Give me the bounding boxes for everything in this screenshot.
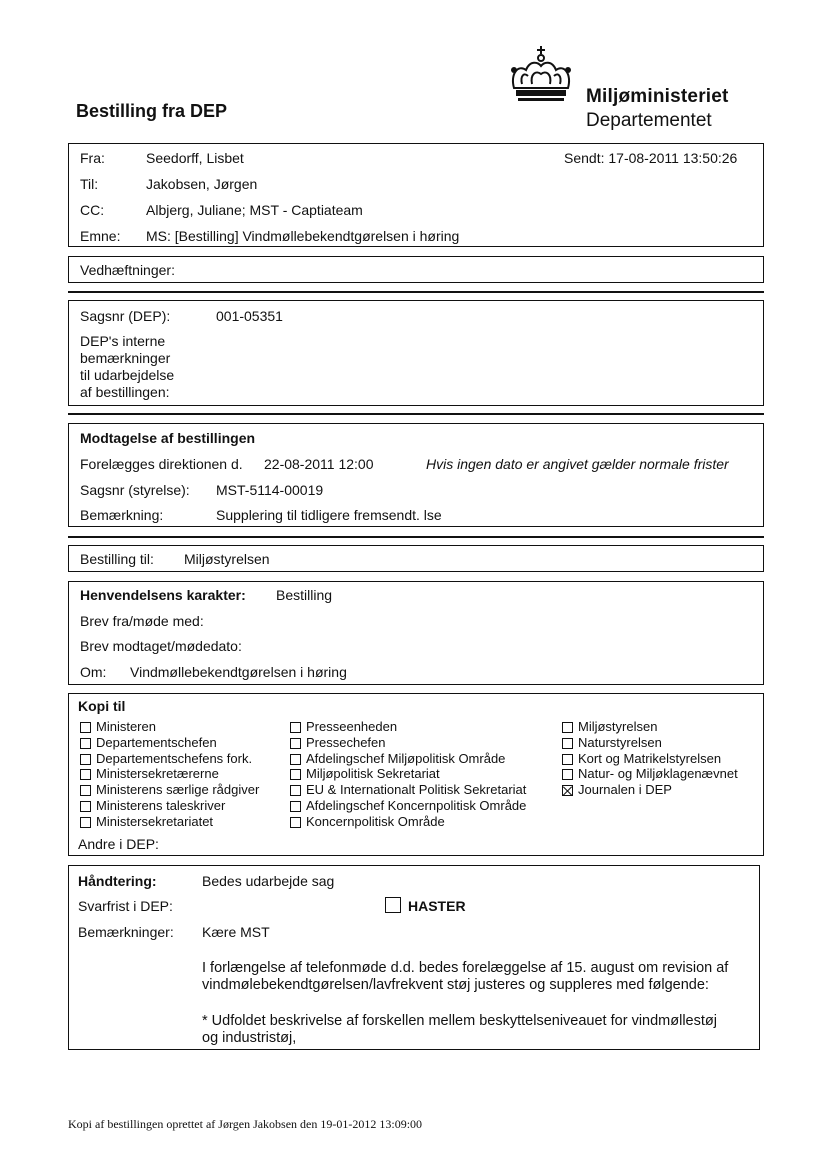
attachments-label: Vedhæftninger: — [80, 262, 175, 278]
copy-option-label: Kort og Matrikelstyrelsen — [578, 750, 722, 766]
remarks-label-line: af bestillingen: — [80, 384, 170, 400]
receipt-remark-value: Supplering til tidligere fremsendt. lse — [216, 507, 442, 523]
copy-option-label: Miljøpolitisk Sekretariat — [306, 766, 440, 782]
from-label: Fra: — [80, 150, 105, 166]
subject-label: Emne: — [80, 228, 121, 244]
checkbox[interactable] — [562, 722, 573, 733]
deadline-label: Svarfrist i DEP: — [78, 898, 173, 914]
copy-option[interactable] — [80, 814, 213, 829]
copy-option-label: Ministerens taleskriver — [96, 798, 226, 813]
about-value: Vindmøllebekendtgørelsen i høring — [130, 664, 347, 680]
agency-case-label: Sagsnr (styrelse): — [80, 482, 190, 498]
paragraph-line: vindmølebekendtgørelsen/lavfrekvent støj justeres og suppleres med følgende: — [202, 977, 709, 993]
letter-received-label: Brev modtaget/mødedato: — [80, 638, 242, 654]
copy-option[interactable] — [290, 782, 526, 797]
copy-option[interactable] — [290, 751, 505, 766]
copy-option-label: Journalen i DEP — [578, 782, 672, 798]
checkbox[interactable] — [290, 754, 301, 765]
paragraph-line: I forlængelse af telefonmøde d.d. bedes forelæggelse af 15. august om revision af — [202, 960, 729, 976]
dep-case-label: Sagsnr (DEP): — [80, 308, 171, 324]
copy-option-label: Departementschefen — [96, 734, 217, 750]
checkbox[interactable] — [562, 754, 573, 765]
copy-option[interactable] — [562, 719, 657, 734]
copy-option[interactable] — [80, 782, 259, 797]
crown-logo-icon — [508, 44, 574, 108]
copy-option[interactable] — [290, 735, 386, 750]
from-value: Seedorff, Lisbet — [146, 150, 244, 166]
present-value: 22-08-2011 12:00 — [264, 456, 374, 472]
copy-option[interactable] — [290, 719, 397, 734]
copy-option-label: Departementschefens fork. — [96, 750, 253, 766]
remarks-label-line: til udarbejdelse — [80, 367, 175, 383]
checkbox[interactable] — [290, 722, 301, 733]
copy-option[interactable] — [80, 766, 219, 781]
cc-label: CC: — [80, 202, 105, 218]
checkbox[interactable] — [80, 769, 91, 780]
copy-option-label: Ministersekretariatet — [96, 813, 214, 829]
copy-option-label: Natur- og Miljøklagenævnet — [578, 766, 738, 782]
agency-case-value: MST-5114-00019 — [216, 482, 324, 498]
copy-option[interactable] — [290, 766, 440, 781]
copy-option[interactable] — [80, 735, 217, 750]
subject-value: MS: [Bestilling] Vindmøllebekendtgørelsen i høring — [146, 228, 460, 244]
copy-option-label: Afdelingschef Miljøpolitisk Område — [306, 750, 506, 766]
character-label: Henvendelsens karakter: — [80, 587, 246, 603]
about-label: Om: — [80, 664, 107, 680]
copy-option[interactable] — [562, 766, 738, 781]
copy-option-label: Naturstyrelsen — [578, 734, 662, 750]
checkbox[interactable] — [290, 785, 301, 796]
department-name: Departementet — [586, 110, 712, 131]
order-to-box — [68, 545, 764, 572]
copy-option[interactable] — [562, 735, 662, 750]
checkbox[interactable] — [290, 738, 301, 749]
sent-timestamp: Sendt: 17-08-2011 13:50:26 — [564, 150, 738, 166]
copy-option[interactable] — [562, 751, 721, 766]
cc-value: Albjerg, Juliane; MST - Captiateam — [146, 202, 363, 218]
character-value: Bestilling — [276, 587, 333, 603]
ministry-name: Miljøministeriet — [586, 86, 729, 107]
order-to-label: Bestilling til: — [80, 551, 154, 567]
dep-case-value: 001-05351 — [216, 308, 283, 324]
handling-value: Bedes udarbejde sag — [202, 873, 335, 889]
copy-option-label: Koncernpolitisk Område — [306, 813, 445, 829]
greeting-text: Kære MST — [202, 924, 270, 940]
remarks-label-line: bemærkninger — [80, 350, 171, 366]
internal-box — [68, 300, 764, 406]
checkbox[interactable] — [290, 817, 301, 828]
checkbox[interactable] — [80, 738, 91, 749]
others-label: Andre i DEP: — [78, 836, 159, 852]
handling-remarks-label: Bemærkninger: — [78, 924, 174, 940]
checkbox[interactable] — [562, 738, 573, 749]
to-label: Til: — [80, 176, 99, 192]
order-to-value: Miljøstyrelsen — [184, 551, 270, 567]
copy-option-label: EU & Internationalt Politisk Sekretariat — [306, 782, 527, 798]
handling-label: Håndtering: — [78, 873, 157, 889]
receipt-heading: Modtagelse af bestillingen — [80, 430, 256, 446]
copy-option[interactable] — [80, 798, 225, 813]
checkbox[interactable] — [80, 817, 91, 828]
page-title: Bestilling fra DEP — [76, 101, 228, 121]
present-label: Forelægges direktionen d. — [80, 456, 243, 472]
copy-option-label: Miljøstyrelsen — [578, 719, 658, 734]
checkbox[interactable] — [80, 801, 91, 812]
bullet-line: * Udfoldet beskrivelse af forskellen mellem beskyttelseniveauet for vindmøllestøj — [202, 1013, 717, 1029]
checkbox[interactable] — [290, 769, 301, 780]
copy-option[interactable] — [290, 798, 526, 813]
copy-option[interactable] — [80, 719, 156, 734]
copy-option-label: Ministeren — [96, 719, 156, 734]
bullet-line: og industristøj, — [202, 1030, 297, 1046]
to-value: Jakobsen, Jørgen — [146, 176, 258, 192]
copy-option-label: Ministersekretærerne — [96, 766, 219, 782]
letter-from-label: Brev fra/møde med: — [80, 613, 204, 629]
remarks-label-line: DEP's interne — [80, 333, 166, 349]
urgent-checkbox[interactable] — [385, 897, 401, 913]
copy-option-label: Presseenheden — [306, 719, 398, 734]
copy-option-label: Afdelingschef Koncernpolitisk Område — [306, 798, 527, 813]
checkbox[interactable] — [290, 801, 301, 812]
copy-option-label: Pressechefen — [306, 734, 386, 750]
copy-heading: Kopi til — [78, 698, 126, 714]
footer-text: Kopi af bestillingen oprettet af Jørgen Jakobsen den 19-01-2012 13:09:00 — [68, 1117, 423, 1131]
checkbox[interactable] — [562, 769, 573, 780]
copy-option[interactable] — [562, 782, 672, 797]
checkbox[interactable] — [562, 785, 573, 796]
checkbox[interactable] — [80, 754, 91, 765]
deadline-note: Hvis ingen dato er angivet gælder normale frister — [426, 456, 729, 472]
section-divider — [68, 413, 764, 415]
copy-option[interactable] — [80, 751, 252, 766]
urgent-label: HASTER — [408, 898, 466, 914]
copy-option-label: Ministerens særlige rådgiver — [96, 782, 260, 798]
copy-option[interactable] — [290, 814, 445, 829]
checkbox[interactable] — [80, 722, 91, 733]
section-divider — [68, 291, 764, 293]
section-divider — [68, 536, 764, 538]
checkbox[interactable] — [80, 785, 91, 796]
receipt-remark-label: Bemærkning: — [80, 507, 164, 523]
